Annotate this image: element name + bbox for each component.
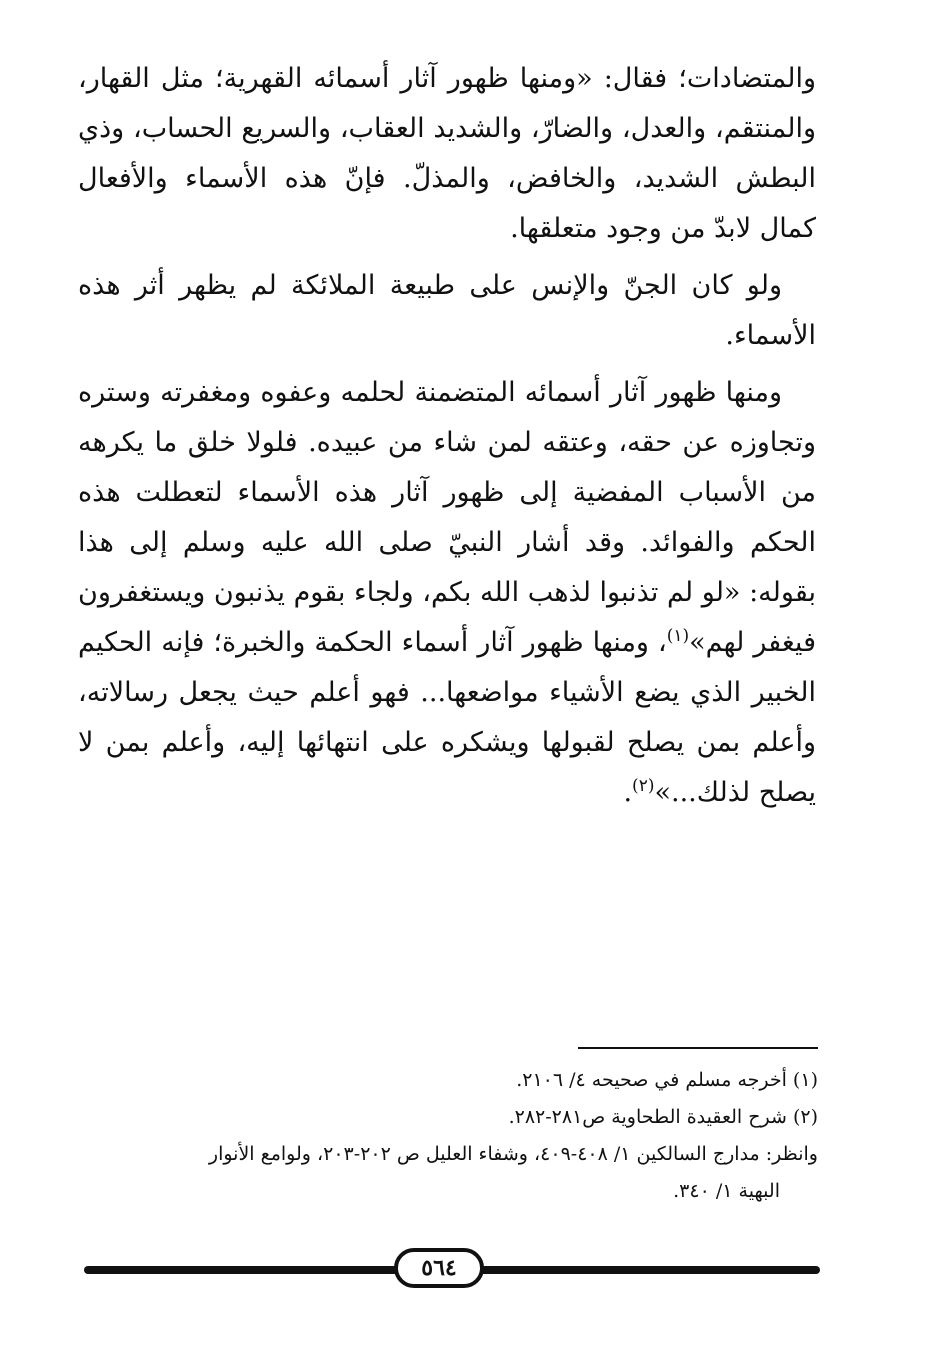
paragraph-3-text-a: ومنها ظهور آثار أسمائه المتضمنة لحلمه وعفوه ومغفرته وستره وتجاوزه عن حقه، وعتقه لمن شاء من عبيده. فلولا خلق ما يكرهه من الأسباب المفضية إلى ظهور آثار هذه الأسماء لتعطلت هذه الحكم والفوائد. وقد أشار النبيّ صلى الله عليه وسلم إلى هذا بقوله: «لو لم تذنبوا لذهب الله بكم، ولجاء بقوم يذنبون ويستغفرون فيغفر لهم» — [78, 377, 816, 658]
footnote-2-see-also-continued: البهية ١/ ٣٤٠. — [673, 1180, 780, 1202]
footnote-2: (٢) شرح العقيدة الطحاوية ص٢٨١-٢٨٢. — [508, 1106, 818, 1128]
paragraph-3 — [78, 368, 816, 818]
footer-rule-left — [84, 1266, 404, 1274]
paragraph-3-text-b: ، ومنها ظهور آثار أسماء الحكمة والخبرة؛ فإنه الحكيم الخبير الذي يضع الأشياء مواضعها... فهو أعلم حيث يجعل رسالاته، وأعلم بمن يصلح لقبولها ويشكره على انتهائها إليه، وأعلم بمن لا يصلح لذلك...» — [78, 627, 816, 808]
footnote-2-see-also: وانظر: مدارج السالكين ١/ ٤٠٨-٤٠٩، وشفاء العليل ص ٢٠٢-٢٠٣، ولوامع الأنوار — [208, 1143, 818, 1165]
footnote-1: (١) أخرجه مسلم في صحيحه ٤/ ٢١٠٦. — [516, 1069, 818, 1091]
footer-rule-right — [474, 1266, 820, 1274]
paragraph-2: ولو كان الجنّ والإنس على طبيعة الملائكة لم يظهر أثر هذه الأسماء. — [78, 270, 816, 351]
footnote-marker-2[interactable]: (٢) — [632, 776, 655, 796]
footnotes — [78, 1062, 818, 1210]
page-number: ٥٦٤ — [394, 1248, 484, 1288]
footnote-marker-1[interactable]: (١) — [666, 626, 690, 646]
footnote-separator — [578, 1047, 818, 1049]
paragraph-1: والمتضادات؛ فقال: «ومنها ظهور آثار أسمائه القهرية؛ مثل القهار، والمنتقم، والعدل، والضارّ، والشديد العقاب، والسريع الحساب، وذي البطش الشديد، والخافض، والمذلّ. فإنّ هذه الأسماء والأفعال كمال لابدّ من وجود متعلقها. — [78, 63, 816, 244]
paragraph-3-text-c: . — [623, 777, 633, 808]
main-text — [78, 54, 816, 825]
